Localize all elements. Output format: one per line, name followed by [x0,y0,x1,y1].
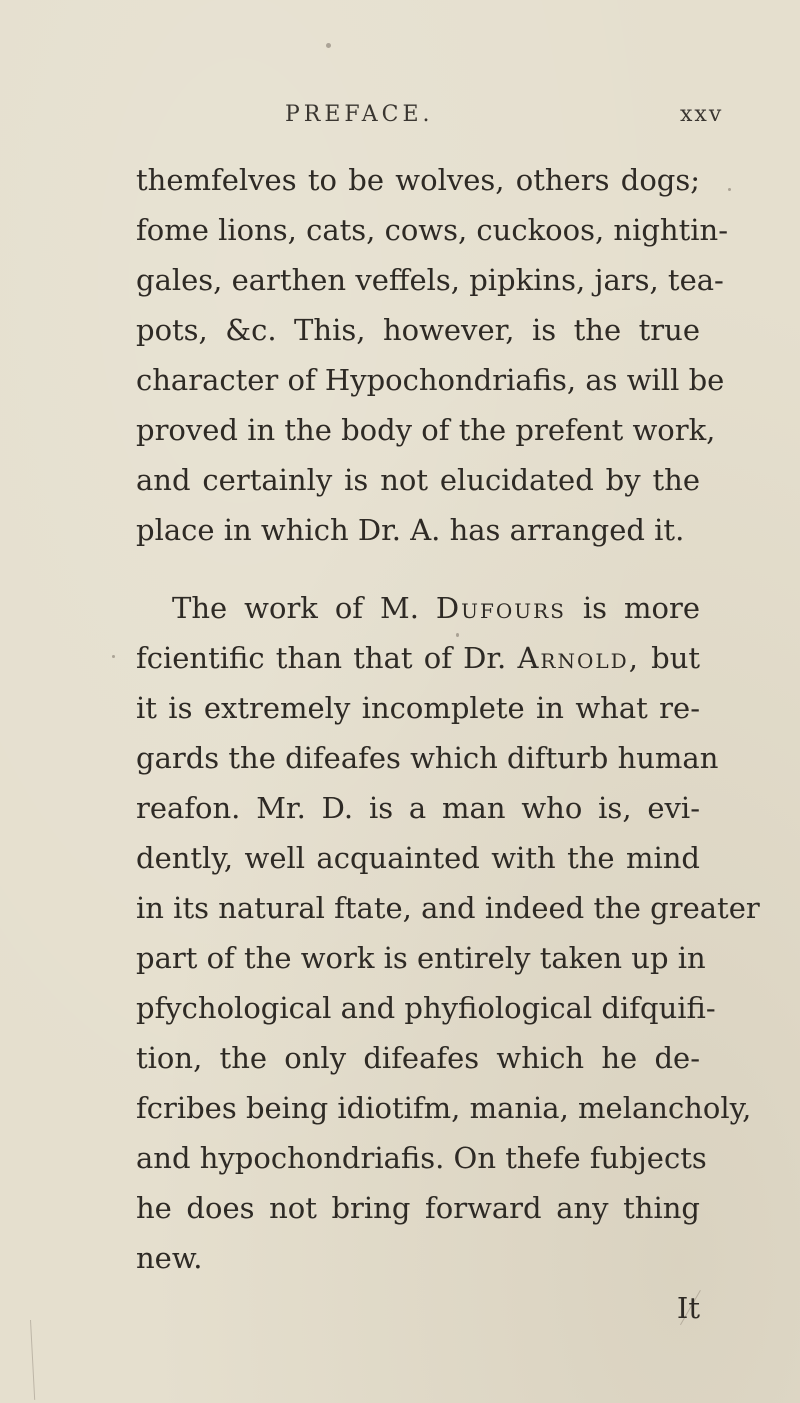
author-name: Arnold, [517,641,640,675]
text-line: proved in the body of the prefent work, [136,413,716,447]
paragraph-first-line [172,590,700,630]
paper-speck [728,188,731,191]
text-line: reafon. Mr. D. is a man who is, evi- [136,791,700,825]
text-run: The work of M. [172,591,419,625]
text-line: and hypochondriafis. On thefe fubjects [136,1141,707,1175]
text-line: and certainly is not elucidated by the [136,463,700,497]
paper-speck [112,655,115,658]
text-line: pots, &c. This, however, is the true [136,313,700,347]
text-line: fome lions, cats, cows, cuckoos, nightin- [136,213,728,247]
running-head [0,102,800,138]
text-line: gales, earthen veffels, pipkins, jars, tea- [136,263,724,297]
text-line: pfychological and phyfiological difquifi- [136,991,716,1025]
text-line: it is extremely incomplete in what re- [136,691,700,725]
paper-scratch [30,1320,35,1400]
text-run: fcientific than that of Dr. [136,641,507,675]
text-line: dently, well acquainted with the mind [136,841,700,875]
text-run: is more [582,591,701,625]
running-head-title: PREFACE. [285,102,434,127]
text-line: gards the difeafes which difturb human [136,741,719,775]
catchword: It [676,1291,700,1325]
text-line: place in which Dr. A. has arranged it. [136,513,685,547]
page-number: xxv [680,102,724,127]
paper-speck [456,633,459,637]
author-name: Dufours [435,591,566,625]
text-run: but [651,641,701,675]
text-line: part of the work is entirely taken up in [136,941,706,975]
text-line: in its natural ftate, and indeed the greater [136,891,760,925]
text-line: he does not bring forward any thing [136,1191,700,1225]
paper-speck [326,43,331,48]
text-line: tion, the only difeafes which he de- [136,1041,700,1075]
text-line: character of Hypochondriafis, as will be [136,363,725,397]
text-line: fcribes being idiotifm, mania, melancholy, [136,1091,752,1125]
text-line: new. [136,1241,203,1275]
text-line [136,640,700,680]
text-line: themfelves to be wolves, others dogs; [136,163,700,197]
